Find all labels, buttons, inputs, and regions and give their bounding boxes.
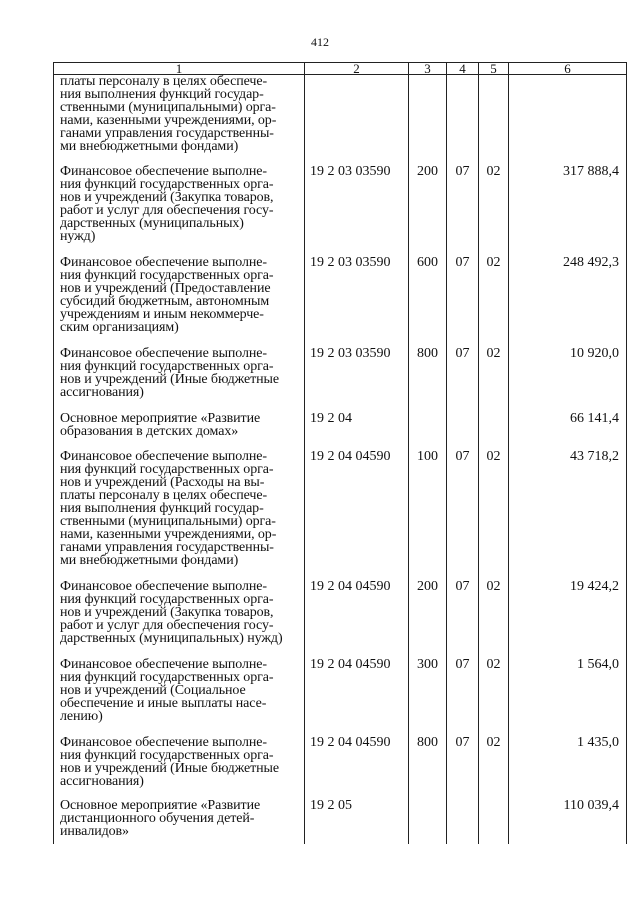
row-sum-cell: 66 141,4 [509, 412, 627, 450]
row-code-cell: 19 2 03 03590 [305, 165, 409, 256]
row-name-cell: Финансовое обеспечение выполне- ния функций государственных орга- нов и учреждений (Иные бюджетные ассигнования) [54, 736, 305, 799]
row-code-cell: 19 2 03 03590 [305, 256, 409, 347]
row-name-cell: Финансовое обеспечение выполне- ния функций государственных орга- нов и учреждений (Предоставление субсидий бюджетным, автономным учреждениям и иным некоммерче- ским организациям) [54, 256, 305, 347]
row-name-cell: Финансовое обеспечение выполне- ния функций государственных орга- нов и учреждений (Иные бюджетные ассигнования) [54, 347, 305, 412]
table-row [54, 412, 627, 450]
row-sum-cell: 10 920,0 [509, 347, 627, 412]
row-pr-cell: 02 [479, 736, 509, 799]
row-vr-cell: 600 [409, 256, 447, 347]
row-pr-cell: 02 [479, 450, 509, 580]
row-code-cell: 19 2 03 03590 [305, 347, 409, 412]
row-rz-cell: 07 [447, 347, 479, 412]
column-header-6: 6 [509, 63, 627, 75]
row-sum-cell: 110 039,4 [509, 799, 627, 845]
row-rz-cell: 07 [447, 580, 479, 658]
row-pr-cell: 02 [479, 165, 509, 256]
row-code-cell: 19 2 05 [305, 799, 409, 845]
row-name-cell: Финансовое обеспечение выполне- ния функций государственных орга- нов и учреждений (Расходы на вы- платы персоналу в целях обеспече- ния выполнения функций государ- ственными (муниципальными) орга- нами, казенными учреждениями, ор- ганами управления государственны- ми внебюджетными фондами) [54, 450, 305, 580]
row-name-cell: Финансовое обеспечение выполне- ния функций государственных орга- нов и учреждений (Закупка товаров, работ и услуг для обеспечения госу- дарственных (муниципальных) нужд) [54, 165, 305, 256]
row-vr-cell: 100 [409, 450, 447, 580]
row-pr-cell [479, 75, 509, 165]
row-rz-cell: 07 [447, 450, 479, 580]
table-row [54, 450, 627, 580]
row-sum-cell: 43 718,2 [509, 450, 627, 580]
table-row [54, 799, 627, 845]
row-sum-cell [509, 75, 627, 165]
row-pr-cell [479, 412, 509, 450]
table-row [54, 580, 627, 658]
row-pr-cell: 02 [479, 347, 509, 412]
row-vr-cell: 300 [409, 658, 447, 736]
table-row [54, 658, 627, 736]
row-vr-cell: 800 [409, 347, 447, 412]
row-rz-cell: 07 [447, 256, 479, 347]
page-number: 412 [311, 35, 329, 49]
row-vr-cell [409, 412, 447, 450]
table-row [54, 736, 627, 799]
row-name-cell: Основное мероприятие «Развитие образования в детских домах» [54, 412, 305, 450]
table-row [54, 347, 627, 412]
row-vr-cell: 200 [409, 165, 447, 256]
row-pr-cell [479, 799, 509, 845]
row-vr-cell: 800 [409, 736, 447, 799]
row-pr-cell: 02 [479, 658, 509, 736]
table-row [54, 165, 627, 256]
header-row [54, 63, 627, 75]
row-code-cell: 19 2 04 04590 [305, 450, 409, 580]
row-rz-cell: 07 [447, 165, 479, 256]
column-header-3: 3 [409, 63, 447, 75]
row-sum-cell: 248 492,3 [509, 256, 627, 347]
row-name-cell: Основное мероприятие «Развитие дистанционного обучения детей- инвалидов» [54, 799, 305, 845]
row-name-cell: Финансовое обеспечение выполне- ния функций государственных орга- нов и учреждений (Социальное обеспечение и иные выплаты насе- лению) [54, 658, 305, 736]
row-rz-cell [447, 75, 479, 165]
column-header-1: 1 [54, 63, 305, 75]
row-code-cell: 19 2 04 04590 [305, 658, 409, 736]
row-vr-cell [409, 799, 447, 845]
row-sum-cell: 19 424,2 [509, 580, 627, 658]
row-rz-cell [447, 412, 479, 450]
row-pr-cell: 02 [479, 256, 509, 347]
row-pr-cell: 02 [479, 580, 509, 658]
row-vr-cell [409, 75, 447, 165]
row-rz-cell: 07 [447, 658, 479, 736]
row-rz-cell: 07 [447, 736, 479, 799]
row-name-cell: платы персоналу в целях обеспече- ния выполнения функций государ- ственными (муниципальными) орга- нами, казенными учреждениями, ор- ганами управления государственны- ми внебюджетными фондами) [54, 75, 305, 165]
row-code-cell: 19 2 04 [305, 412, 409, 450]
column-header-4: 4 [447, 63, 479, 75]
row-code-cell [305, 75, 409, 165]
row-code-cell: 19 2 04 04590 [305, 736, 409, 799]
row-sum-cell: 317 888,4 [509, 165, 627, 256]
row-code-cell: 19 2 04 04590 [305, 580, 409, 658]
row-sum-cell: 1 435,0 [509, 736, 627, 799]
column-header-2: 2 [305, 63, 409, 75]
row-name-cell: Финансовое обеспечение выполне- ния функций государственных орга- нов и учреждений (Закупка товаров, работ и услуг для обеспечения госу- дарственных (муниципальных) нужд) [54, 580, 305, 658]
column-header-5: 5 [479, 63, 509, 75]
row-vr-cell: 200 [409, 580, 447, 658]
budget-table [53, 62, 627, 844]
row-sum-cell: 1 564,0 [509, 658, 627, 736]
row-rz-cell [447, 799, 479, 845]
table-row [54, 75, 627, 165]
table-row [54, 256, 627, 347]
